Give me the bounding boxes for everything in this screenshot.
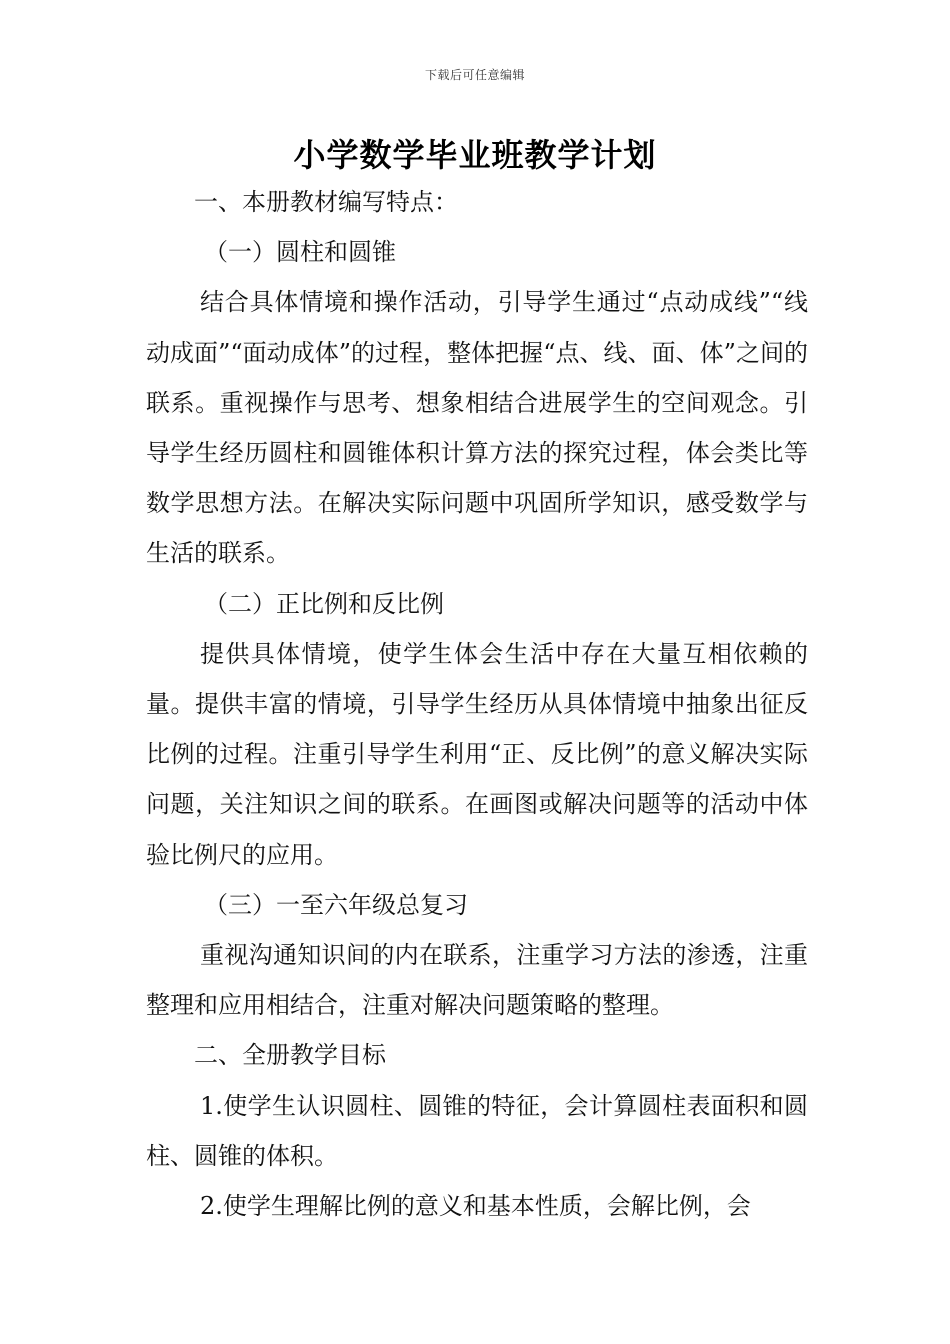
subsection-heading-2: （二）正比例和反比例 <box>204 589 444 618</box>
document-body <box>146 177 808 1231</box>
section-heading-1: 一、本册教材编写特点： <box>194 188 458 216</box>
paragraph-proportion: 提供具体情境，使学生体会生活中存在大量互相依赖的量。提供丰富的情境，引导学生经历从具体情境中抽象出征反比例的过程。注重引导学生利用“正、反比例”的意义解决实际问题，关注知识之间的联系。在画图或解决问题等的活动中体验比例尺的应用。 <box>146 639 808 869</box>
document-title: 小学数学毕业班教学计划 <box>293 136 657 174</box>
subsection-heading-1: （一）圆柱和圆锥 <box>204 238 396 267</box>
paragraph-review: 重视沟通知识间的内在联系，注重学习方法的渗透，注重整理和应用相结合，注重对解决问题策略的整理。 <box>146 941 808 1020</box>
subsection-heading-3: （三）一至六年级总复习 <box>204 890 468 919</box>
goal-item-2: 2.使学生理解比例的意义和基本性质，会解比例，会 <box>200 1192 751 1221</box>
paragraph-cylinder-cone: 结合具体情境和操作活动，引导学生通过“点动成线”“线动成面”“面动成体”的过程，整体把握“点、线、面、体”之间的联系。重视操作与思考、想象相结合进展学生的空间观念。引导学生经历圆柱和圆锥体积计算方法的探究过程，体会类比等数学思想方法。在解决实际问题中巩固所学知识，感受数学与生活的联系。 <box>146 288 808 568</box>
goal-item-1: 1.使学生认识圆柱、圆锥的特征，会计算圆柱表面积和圆柱、圆锥的体积。 <box>146 1091 808 1170</box>
section-heading-2: 二、全册教学目标 <box>194 1041 386 1070</box>
header-note: 下载后可任意编辑 <box>424 68 525 82</box>
